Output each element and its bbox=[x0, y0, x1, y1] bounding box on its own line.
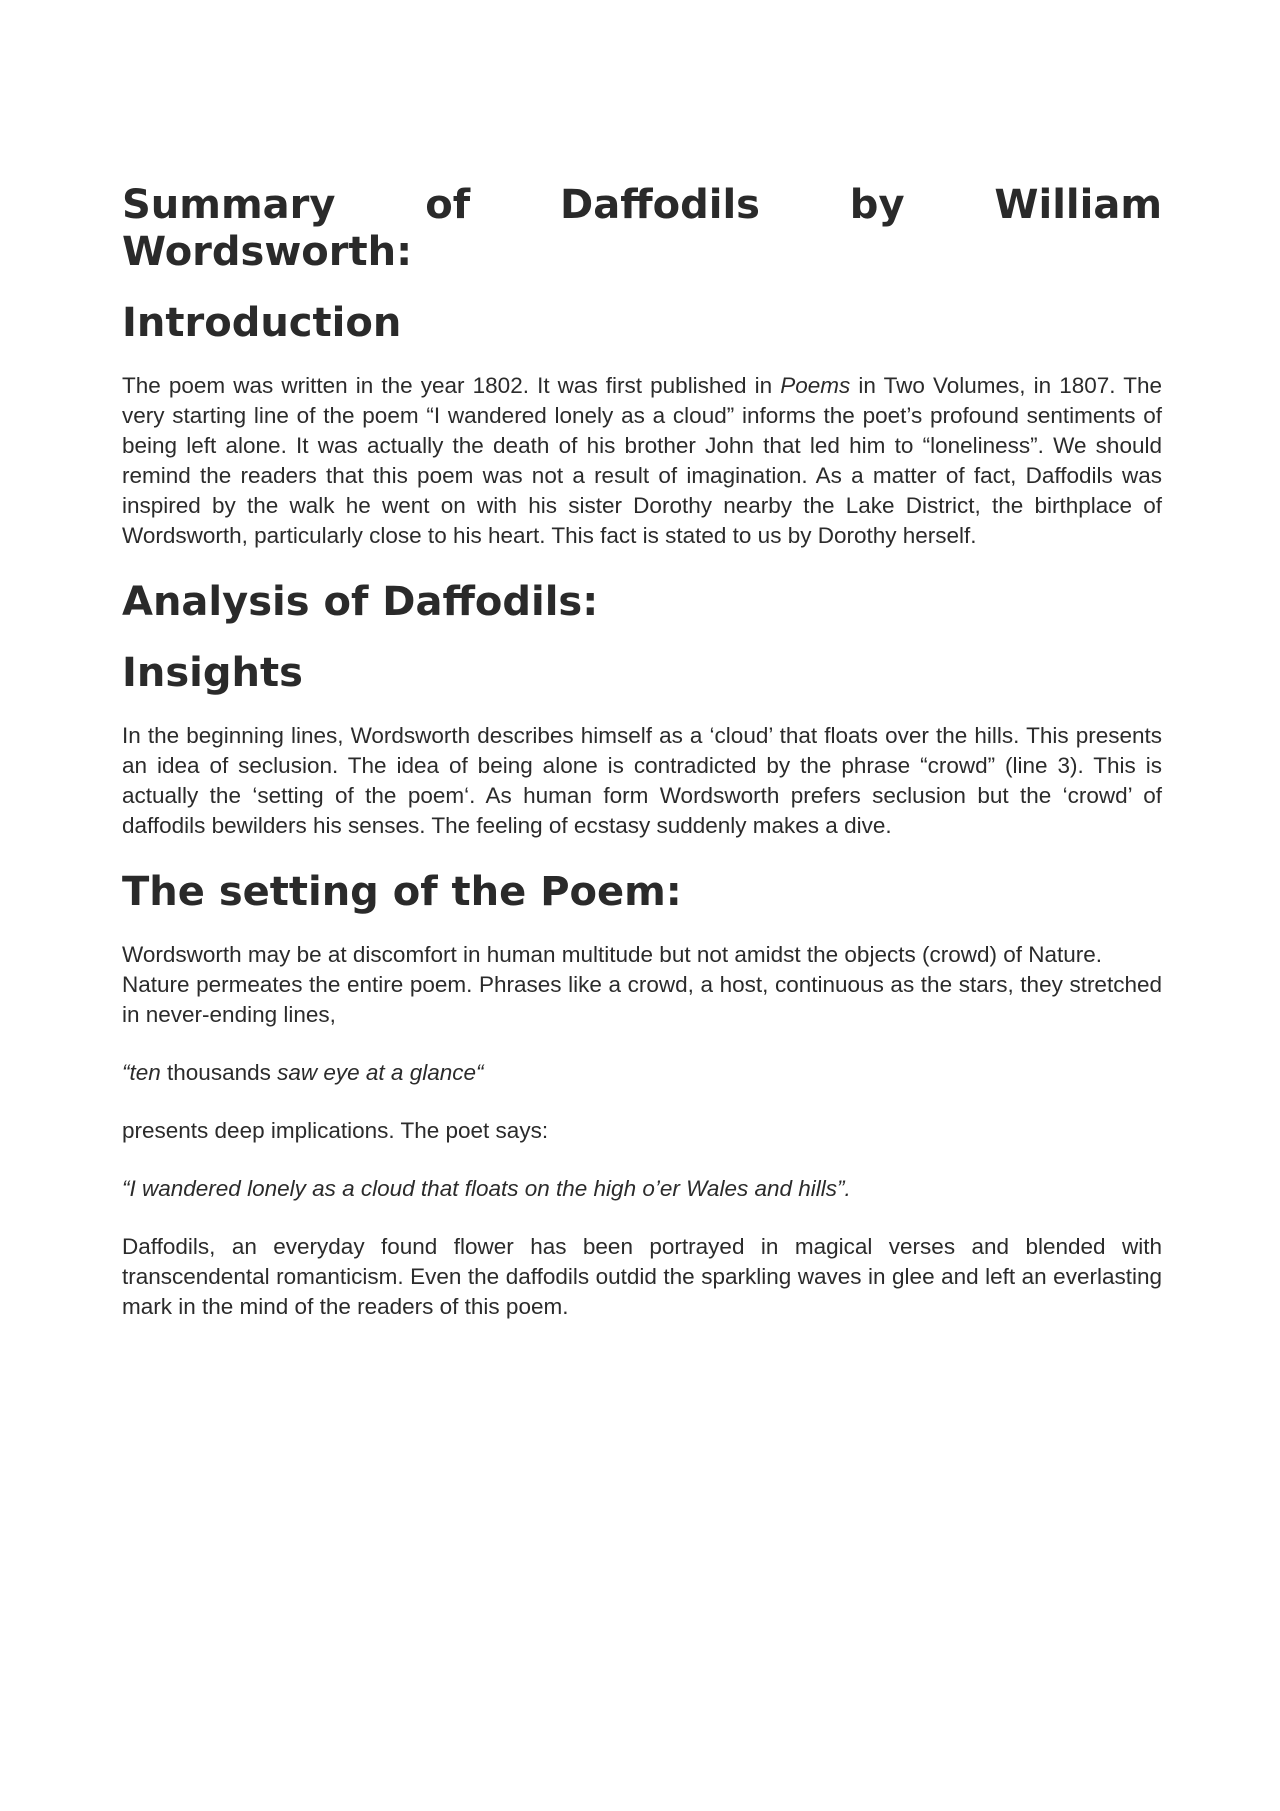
paragraph-setting-4: Daffodils, an everyday found flower has been portrayed in magical verses and blended with transcendental romanticism. Even the daffodils outdid the sparkling waves in glee and left an everlasting mark in the mind of the readers of this poem. bbox=[122, 1234, 1162, 1319]
intro-text-end: in Two Volumes, in 1807. The very starting line of the poem “I wandered lonely as a cloud” informs the poet’s profound sentiments of being left alone. It was actually the death of his brother John that led him to “loneliness”. We should remind the readers that this poem was not a result of imagination. As a matter of fact, Daffodils was inspired by the walk he went on with his sister Dorothy nearby the Lake District, the birthplace of Wordsworth, particularly close to his heart. This fact is stated to us by Dorothy herself. bbox=[122, 373, 1162, 548]
page-title: Summary of Daffodils by William Wordsworth: bbox=[122, 182, 1162, 275]
quote-ten-thousands bbox=[122, 1058, 1162, 1088]
heading-analysis: Analysis of Daffodils: bbox=[122, 579, 599, 625]
document-page bbox=[122, 182, 1162, 1350]
paragraph-setting-2: Nature permeates the entire poem. Phrases like a crowd, a host, continuous as the stars, they stretched in never-ending lines, bbox=[122, 972, 1162, 1027]
paragraph-setting-1: Wordsworth may be at discomfort in human multitude but not amidst the objects (crowd) of Nature. bbox=[122, 942, 1103, 967]
paragraph-insights: In the beginning lines, Wordsworth describes himself as a ‘cloud’ that floats over the hills. This presents an idea of seclusion. The idea of being alone is contradicted by the phrase “crowd” (line 3). This is actually the ‘setting of the poem‘. As human form Wordsworth prefers seclusion but the ‘crowd’ of daffodils bewilders his senses. The feeling of ecstasy suddenly makes a dive. bbox=[122, 723, 1162, 838]
paragraph-introduction bbox=[122, 371, 1162, 551]
heading-setting: The setting of the Poem: bbox=[122, 869, 682, 915]
heading-insights: Insights bbox=[122, 650, 303, 696]
heading-introduction: Introduction bbox=[122, 300, 402, 346]
quote-wandered-text: “I wandered lonely as a cloud that floats on the high o’er Wales and hills”. bbox=[122, 1176, 851, 1201]
quote-part-3: saw eye at a glance“ bbox=[277, 1060, 484, 1085]
intro-text-start: The poem was written in the year 1802. It was first published in bbox=[122, 373, 781, 398]
intro-italic-title: Poems bbox=[780, 373, 851, 398]
paragraph-setting-3: presents deep implications. The poet says: bbox=[122, 1118, 549, 1143]
quote-wandered-lonely bbox=[122, 1174, 1162, 1204]
quote-part-2: thousands bbox=[160, 1060, 278, 1085]
quote-part-1: “ten bbox=[122, 1060, 161, 1085]
